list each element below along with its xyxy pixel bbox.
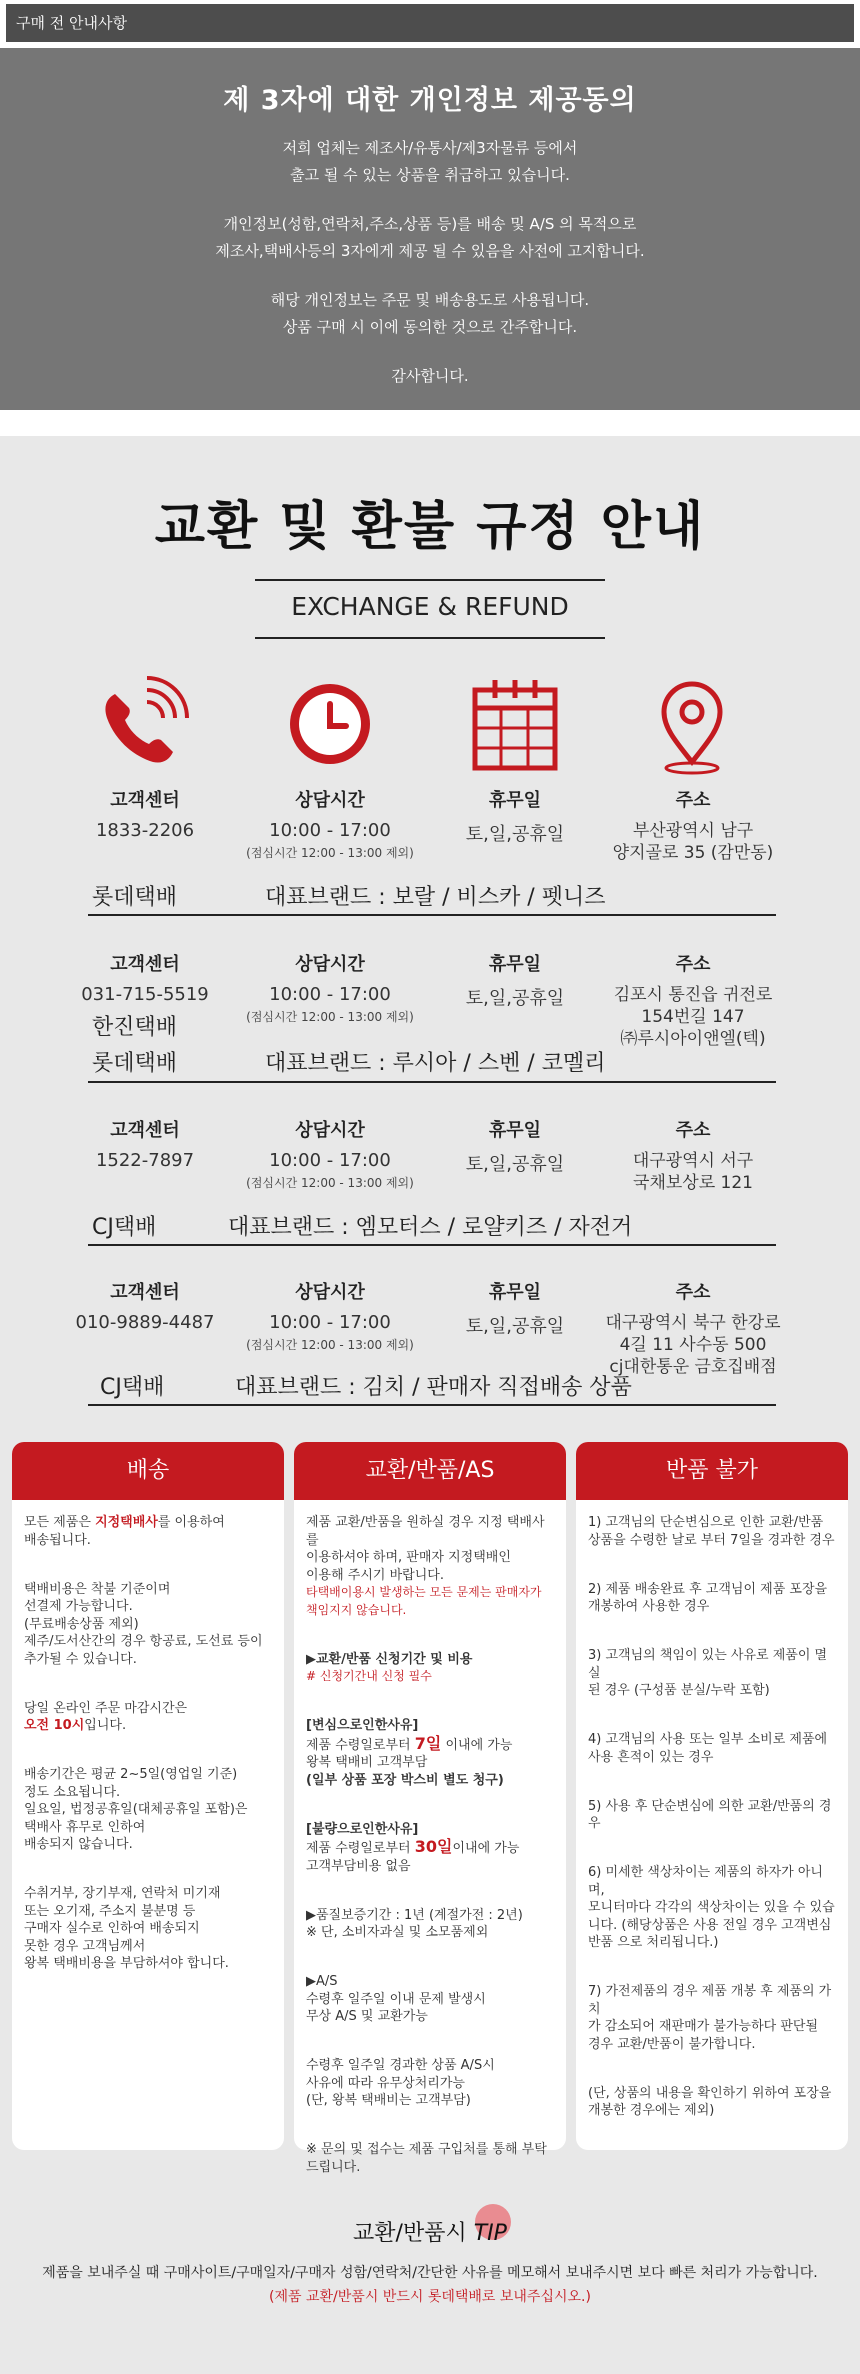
- policy-section: [0, 436, 860, 2374]
- cutoff-time-highlight: 오전 10시: [24, 1718, 85, 1733]
- consent-line: 저희 업체는 제조사/유통사/제3자물류 등에서: [282, 139, 578, 157]
- seven-days-highlight: 7일: [414, 1733, 442, 1753]
- group-divider: [88, 1244, 776, 1246]
- label-hours: 상담시간: [295, 1282, 365, 1303]
- consent-line: 출고 될 수 있는 상품을 취급하고 있습니다.: [290, 166, 570, 184]
- thirty-days-highlight: 30일: [414, 1837, 453, 1856]
- lunch-note: (점심시간 12:00 - 13:00 제외): [246, 1338, 414, 1352]
- brand-list: 대표브랜드 : 김치 / 판매자 직접배송 상품: [235, 1375, 632, 1400]
- address-value: [588, 1150, 798, 1194]
- warranty-text: ▶품질보증기간 : 1년 (계절가전 : 2년) ※ 단, 소비자과실 및 소모품제외: [306, 1907, 523, 1940]
- hours-value: 10:00 - 17:00: [269, 820, 391, 841]
- policy-title: 교환 및 환불 규정 안내: [154, 497, 706, 557]
- courier-name: CJ택배: [100, 1375, 165, 1400]
- tip-title-text: 교환/반품시: [353, 2221, 467, 2246]
- subtitle-bottom-rule: [255, 637, 605, 639]
- label-customer-center: 고객센터: [110, 790, 180, 811]
- lunch-note: (점심시간 12:00 - 13:00 제외): [246, 846, 414, 860]
- consent-line: 제조사,택배사등의 3자에게 제공 될 수 있음을 사전에 고지합니다.: [215, 242, 645, 260]
- consent-title: 제 3자에 대한 개인정보 제공동의: [223, 85, 637, 116]
- delivery-fee-text: 택배비용은 착불 기준이며 선결제 가능합니다. (무료배송상품 제외) 제주/도서산간의 경우 항공료, 도선료 등이 추가될 수 있습니다.: [24, 1581, 263, 1667]
- consent-thanks: 감사합니다.: [391, 367, 469, 385]
- hours-value: 10:00 - 17:00: [269, 1150, 391, 1171]
- subtitle-top-rule: [255, 579, 605, 581]
- exchange-text: 고객부담비용 없음: [306, 1858, 411, 1874]
- exchange-warning: 타택배이용시 발생하는 모든 문제는 판매자가 책임지지 않습니다.: [306, 1585, 542, 1617]
- cutoff-text: 당일 온라인 주문 마감시간은: [24, 1700, 188, 1716]
- phone-number: 1522-7897: [95, 1150, 195, 1171]
- non-returnable-item: 3) 고객님의 책임이 있는 사유로 제품이 멸실 된 경우 (구성품 분실/누락 포함): [588, 1648, 828, 1698]
- tip-line-1: 제품을 보내주실 때 구매사이트/구매일자/구매자 성함/연락처/간단한 사유를 메모해서 보내주시면 보다 빠른 처리가 가능합니다.: [42, 2265, 818, 2281]
- exchange-text: 왕복 택배비 고객부담: [306, 1755, 428, 1770]
- non-returnable-item: 4) 고객님의 사용 또는 일부 소비로 제품에 사용 흔적이 있는 경우: [588, 1732, 828, 1765]
- phone-number: 1833-2206: [95, 820, 195, 841]
- delivery-card-body: [24, 1514, 274, 1973]
- courier-name: 롯데택배: [92, 1051, 178, 1076]
- courier-name: 한진택배: [92, 1015, 178, 1040]
- tip-title: [0, 2216, 860, 2247]
- label-customer-center: 고객센터: [110, 1282, 180, 1303]
- exchange-period-note: # 신청기간내 신청 필수: [306, 1669, 432, 1683]
- defect-heading: [불량으로인한사유]: [306, 1821, 419, 1837]
- consent-section: [0, 48, 860, 410]
- holiday-value: 토,일,공휴일: [465, 1316, 565, 1337]
- consent-paragraph-3: [0, 287, 860, 341]
- non-returnable-item: 7) 가전제품의 경우 제품 개봉 후 제품의 가치 가 감소되어 재판매가 불가능하다 판단될 경우 교환/반품이 불가합니다.: [588, 1984, 832, 2052]
- policy-subtitle: EXCHANGE & REFUND: [291, 592, 569, 621]
- label-address: 주소: [675, 954, 711, 975]
- address-line: 대구광역시 북구 한강로: [605, 1313, 781, 1333]
- group-divider: [88, 914, 776, 916]
- delivery-text: 모든 제품은: [24, 1515, 96, 1530]
- non-returnable-item: 6) 미세한 색상차이는 제품의 하자가 아니며, 모니터마다 각각의 색상차이는 있을 수 있습 니다. (해당상품은 사용 전일 경우 고객변심 반품 으로 처리됩니다.): [588, 1865, 835, 1950]
- tip-word: TIP: [473, 2221, 507, 2246]
- exchange-card-title: 교환/반품/AS: [294, 1442, 566, 1500]
- delivery-card-title: 배송: [12, 1442, 284, 1500]
- exchange-card: [294, 1442, 566, 2175]
- address-line: 4길 11 사수동 500: [619, 1335, 767, 1355]
- consent-paragraph-2: [0, 211, 860, 265]
- courier-name: CJ택배: [92, 1215, 157, 1240]
- label-holiday: 휴무일: [488, 1282, 542, 1303]
- address-line: ㈜루시아이앤엘(텍): [620, 1029, 766, 1049]
- label-holiday: 휴무일: [488, 790, 542, 811]
- address-line: 양지골로 35 (감만동): [612, 843, 774, 863]
- top-notice-label: 구매 전 안내사항: [16, 14, 127, 32]
- calendar-icon: [455, 676, 575, 776]
- non-returnable-item: 2) 제품 배송완료 후 고객님이 제품 포장을 개봉하여 사용한 경우: [588, 1581, 828, 1614]
- label-holiday: 휴무일: [488, 954, 542, 975]
- label-hours: 상담시간: [295, 954, 365, 975]
- paid-as-text: 수령후 일주일 경과한 상품 A/S시 사유에 따라 유무상처리가능 (단, 왕복 택배비는 고객부담): [306, 2058, 495, 2108]
- delivery-text: 배송됩니다.: [24, 1532, 91, 1548]
- lunch-note: (점심시간 12:00 - 13:00 제외): [246, 1010, 414, 1024]
- delivery-card: [12, 1442, 284, 2150]
- address-line: 대구광역시 서구: [632, 1151, 754, 1171]
- address-line: 154번길 147: [641, 1007, 745, 1027]
- non-returnable-card-title: 반품 불가: [576, 1442, 848, 1500]
- exchange-text: 제품 교환/반품을 원하실 경우 지정 택배사를 이용하셔야 하며, 판매자 지정택배인 이용해 주시기 바랍니다.: [306, 1515, 545, 1583]
- top-notice-bar: [6, 4, 854, 42]
- lunch-note: (점심시간 12:00 - 13:00 제외): [246, 1176, 414, 1190]
- address-value: [588, 820, 798, 864]
- consent-line: 개인정보(성함,연락처,주소,상품 등)를 배송 및 A/S 의 목적으로: [223, 215, 637, 233]
- holiday-value: 토,일,공휴일: [465, 988, 565, 1009]
- non-returnable-item: 1) 고객님의 단순변심으로 인한 교환/반품 상품을 수령한 날로 부터 7일을 경과한 경우: [588, 1515, 835, 1548]
- address-line: cj대한통운 금호집배점: [609, 1357, 777, 1377]
- consent-line: 해당 개인정보는 주문 및 배송용도로 사용됩니다.: [270, 291, 590, 309]
- phone-icon: [85, 676, 205, 776]
- cutoff-suffix: 입니다.: [84, 1718, 127, 1733]
- label-customer-center: 고객센터: [110, 1120, 180, 1141]
- phone-number: 010-9889-4487: [75, 1312, 215, 1333]
- brand-list: 대표브랜드 : 루시아 / 스벤 / 코멜리: [265, 1051, 606, 1076]
- consent-line: 상품 구매 시 이에 동의한 것으로 간주합니다.: [282, 318, 578, 336]
- change-of-mind-period: [306, 1735, 556, 1755]
- exchange-card-body: [306, 1514, 556, 2176]
- holiday-value: 토,일,공휴일: [465, 1154, 565, 1175]
- brand-list: 대표브랜드 : 엠모터스 / 로얄키즈 / 자전거: [228, 1215, 633, 1240]
- exchange-text: 제품 수령일로부터: [306, 1737, 415, 1753]
- label-hours: 상담시간: [295, 790, 365, 811]
- location-pin-icon: [632, 676, 752, 776]
- clock-icon: [270, 676, 390, 776]
- address-line: 김포시 통진읍 귀전로: [613, 985, 773, 1005]
- non-returnable-item: 5) 사용 후 단순변심에 의한 교환/반품의 경우: [588, 1798, 832, 1831]
- non-returnable-card-body: [588, 1514, 838, 2120]
- brand-list: 대표브랜드 : 보랄 / 비스카 / 펫니즈: [265, 885, 606, 910]
- hours-value: 10:00 - 17:00: [269, 1312, 391, 1333]
- exchange-period-heading: ▶교환/반품 신청기간 및 비용: [306, 1651, 473, 1667]
- defect-period: [306, 1838, 556, 1858]
- label-address: 주소: [675, 1120, 711, 1141]
- as-text: ▶A/S 수령후 일주일 이내 문제 발생시 무상 A/S 및 교환가능: [306, 1974, 486, 2024]
- exchange-text: 제품 수령일로부터: [306, 1841, 415, 1856]
- designated-courier-highlight: 지정택배사: [95, 1515, 158, 1530]
- address-value: [578, 1312, 808, 1378]
- delivery-text: 를 이용하여: [157, 1515, 225, 1530]
- cutoff-time: [24, 1717, 274, 1735]
- delivery-text: [24, 1514, 274, 1532]
- phone-number: 031-715-5519: [81, 984, 209, 1005]
- address-line: 국채보상로 121: [633, 1173, 753, 1193]
- box-fee-note: (일부 상품 포장 박스비 별도 청구): [306, 1772, 504, 1788]
- delivery-period-text: 배송기간은 평균 2~5일(영업일 기준) 정도 소요됩니다. 일요일, 법정공휴일(대체공휴일 포함)은 택배사 휴무로 인하여 배송되지 않습니다.: [24, 1767, 248, 1852]
- non-returnable-note: (단, 상품의 내용을 확인하기 위하여 포장을 개봉한 경우에는 제외): [588, 2085, 832, 2118]
- courier-name: 롯데택배: [92, 885, 178, 910]
- label-holiday: 휴무일: [488, 1120, 542, 1141]
- holiday-value: 토,일,공휴일: [465, 824, 565, 845]
- address-line: 부산광역시 남구: [632, 821, 754, 841]
- change-of-mind-heading: [변심으로인한사유]: [306, 1718, 419, 1733]
- hours-value: 10:00 - 17:00: [269, 984, 391, 1005]
- group-divider: [88, 1404, 776, 1406]
- label-address: 주소: [675, 790, 711, 811]
- address-value: [588, 984, 798, 1050]
- group-divider: [88, 1081, 776, 1083]
- label-customer-center: 고객센터: [110, 954, 180, 975]
- exchange-text: 이내에 가능: [441, 1737, 513, 1753]
- consent-paragraph-1: [0, 135, 860, 189]
- tip-line-2: (제품 교환/반품시 반드시 롯데택배로 보내주십시오.): [269, 2289, 591, 2305]
- delivery-failure-text: 수취거부, 장기부재, 연락처 미기재 또는 오기재, 주소지 불분명 등 구매자 실수로 인하여 배송되지 못한 경우 고객님께서 왕복 택배비용을 부담하셔야 합니다.: [24, 1886, 229, 1971]
- label-hours: 상담시간: [295, 1120, 365, 1141]
- inquiry-text: ※ 문의 및 접수는 제품 구입처를 통해 부탁 드립니다.: [306, 2142, 547, 2175]
- label-address: 주소: [675, 1282, 711, 1303]
- exchange-text: 이내에 가능: [452, 1841, 520, 1856]
- non-returnable-card: [576, 1442, 848, 2150]
